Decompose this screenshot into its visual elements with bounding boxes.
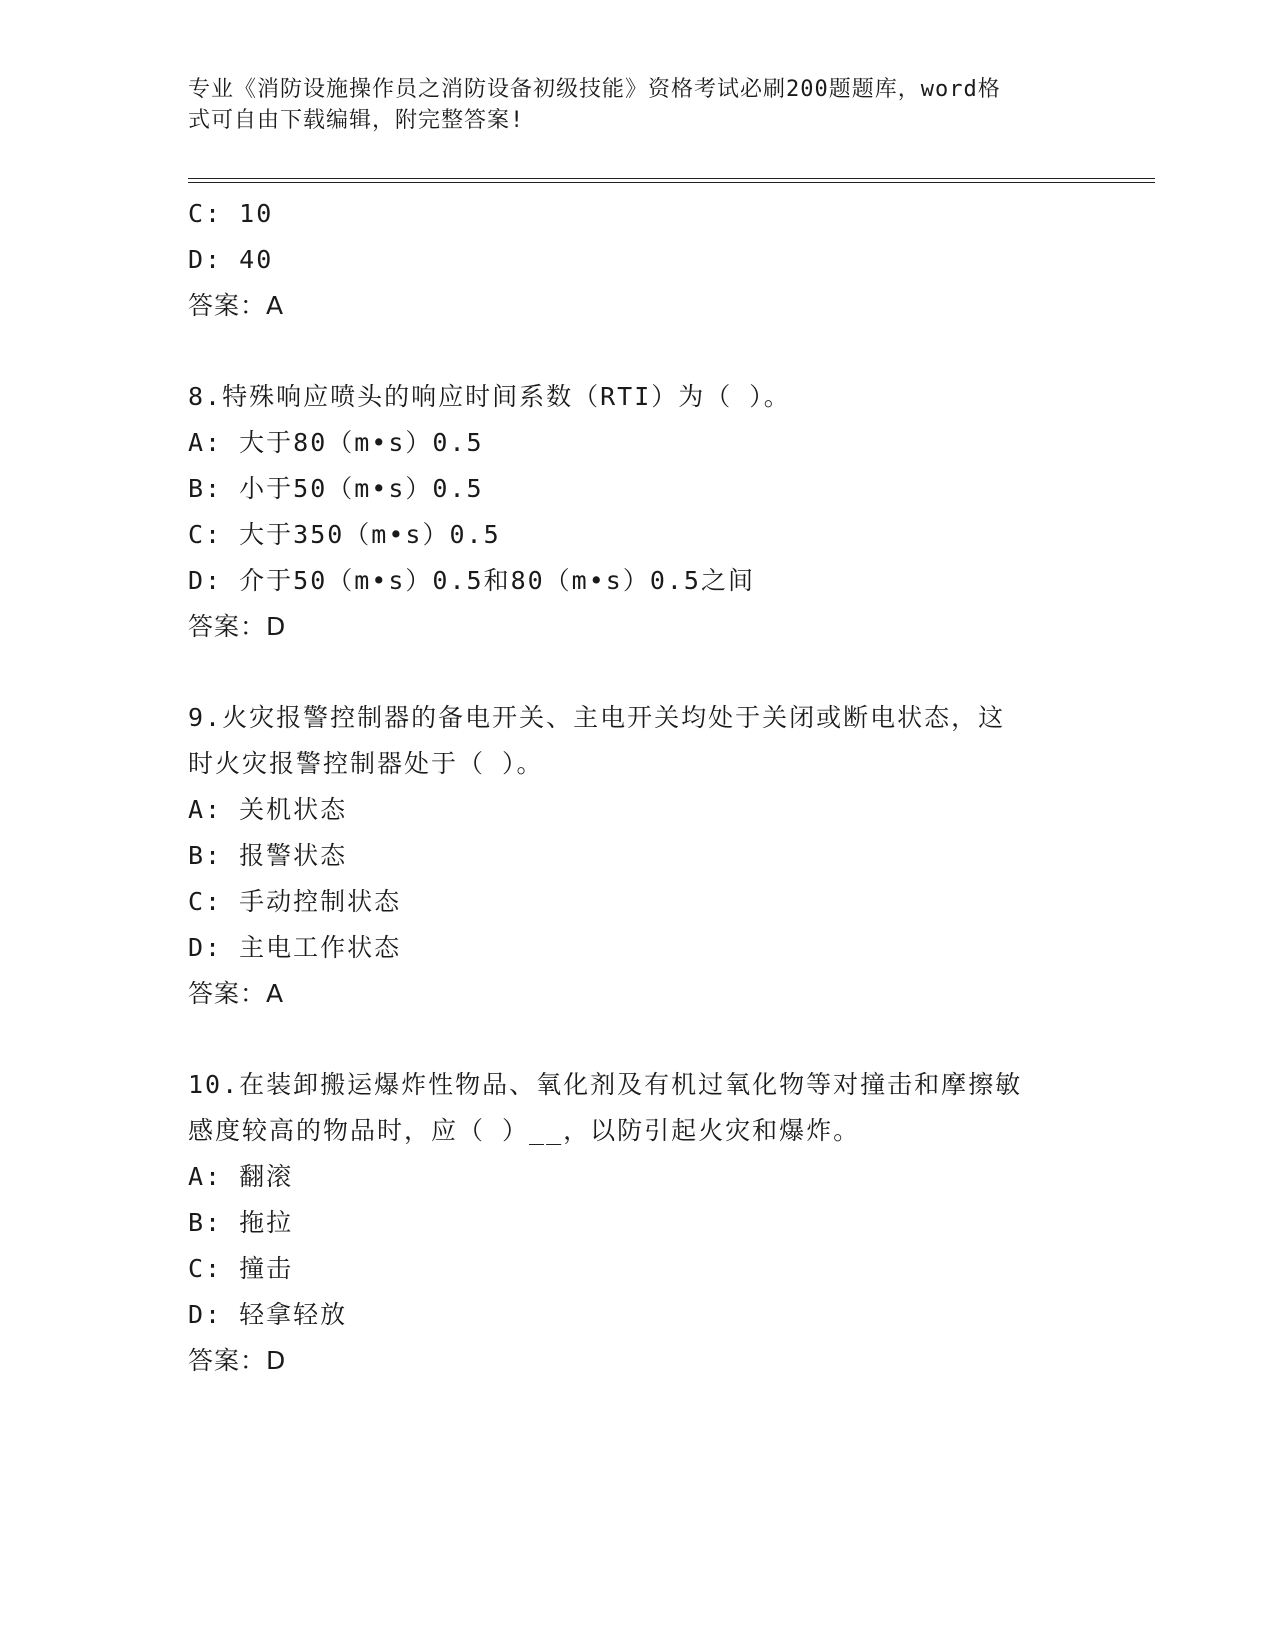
answer-line: 答案：D (188, 612, 287, 641)
header-divider-bottom (188, 182, 1155, 183)
question-stem: 8.特殊响应喷头的响应时间系数（RTI）为（ ）。 (188, 382, 791, 411)
option-c: C: 大于350（m•s）0.5 (188, 520, 501, 549)
option-d: D: 主电工作状态 (188, 933, 402, 962)
option-c: C: 10 (188, 199, 274, 228)
question-stem-continued: 感度较高的物品时，应（ ）__，以防引起火灾和爆炸。 (188, 1116, 861, 1145)
option-a: A: 关机状态 (188, 795, 348, 824)
question-8 (188, 374, 1088, 650)
header-line-2: 式可自由下载编辑，附完整答案! (188, 108, 525, 133)
header-divider-top (188, 178, 1155, 179)
question-10 (188, 1062, 1088, 1384)
header-line-1: 专业《消防设施操作员之消防设备初级技能》资格考试必刷200题题库，word格 (188, 77, 1001, 102)
option-a: A: 翻滚 (188, 1162, 294, 1191)
answer-line: 答案：D (188, 1346, 287, 1375)
question-7-continuation (188, 191, 1088, 329)
option-b: B: 报警状态 (188, 841, 348, 870)
option-c: C: 撞击 (188, 1254, 294, 1283)
spacer (188, 1017, 1088, 1062)
question-stem: 9.火灾报警控制器的备电开关、主电开关均处于关闭或断电状态，这 (188, 703, 1006, 732)
answer-line: 答案：A (188, 291, 285, 320)
answer-line: 答案：A (188, 979, 285, 1008)
option-b: B: 拖拉 (188, 1208, 294, 1237)
option-d: D: 轻拿轻放 (188, 1300, 348, 1329)
question-stem: 10.在装卸搬运爆炸性物品、氧化剂及有机过氧化物等对撞击和摩擦敏 (188, 1070, 1023, 1099)
question-9 (188, 695, 1088, 1017)
option-c: C: 手动控制状态 (188, 887, 402, 916)
question-list (188, 191, 1088, 1384)
option-a: A: 大于80（m•s）0.5 (188, 428, 484, 457)
spacer (188, 329, 1088, 374)
option-d: D: 40 (188, 245, 274, 274)
option-b: B: 小于50（m•s）0.5 (188, 474, 484, 503)
document-header (188, 74, 1068, 136)
spacer (188, 650, 1088, 695)
question-stem-continued: 时火灾报警控制器处于（ ）。 (188, 749, 544, 778)
option-d: D: 介于50（m•s）0.5和80（m•s）0.5之间 (188, 566, 755, 595)
